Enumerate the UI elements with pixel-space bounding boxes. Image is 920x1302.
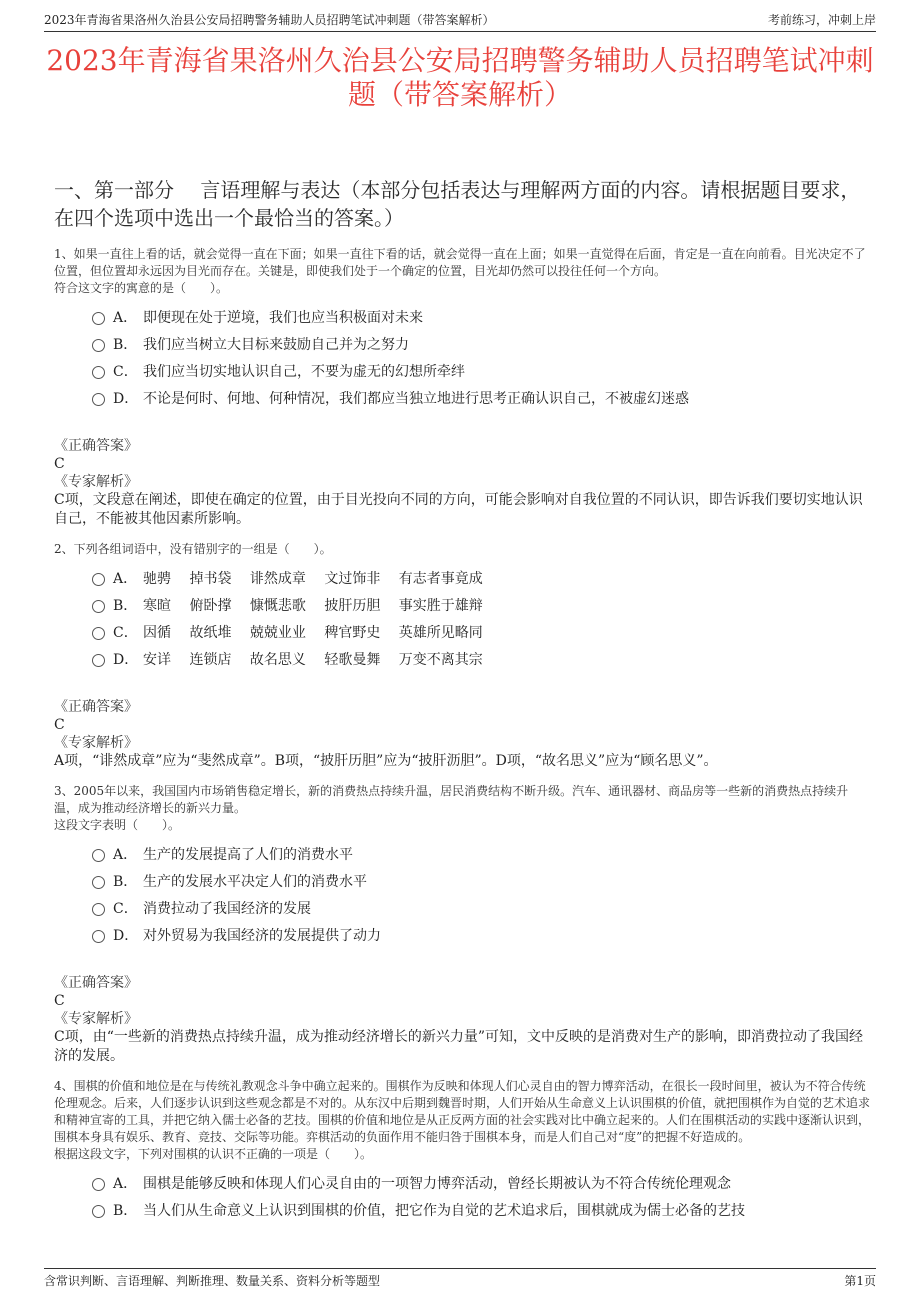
question-prompt: 这段文字表明（ ）。 bbox=[54, 818, 181, 832]
option-b[interactable] bbox=[92, 1196, 870, 1223]
radio-button-icon[interactable] bbox=[92, 366, 105, 379]
question-1 bbox=[54, 246, 870, 529]
radio-button-icon[interactable] bbox=[92, 930, 105, 943]
option-list bbox=[92, 1169, 870, 1223]
document-title: 2023年青海省果洛州久治县公安局招聘警务辅助人员招聘笔试冲刺题（带答案解析） bbox=[46, 44, 874, 111]
option-text: 当人们从生命意义上认识到围棋的价值，把它作为自觉的艺术追求后，围棋就成为儒士必备的艺技 bbox=[143, 1202, 745, 1219]
option-letter: C． bbox=[113, 363, 138, 380]
option-text: 围棋是能够反映和体现人们心灵自由的一项智力博弈活动，曾经长期被认为不符合传统伦理观念 bbox=[143, 1175, 731, 1192]
option-text: 驰骋 掉书袋 诽然成章 文过饰非 有志者事竟成 bbox=[143, 570, 483, 587]
radio-button-icon[interactable] bbox=[92, 573, 105, 586]
radio-button-icon[interactable] bbox=[92, 876, 105, 889]
option-letter: B． bbox=[113, 873, 138, 890]
answer-label: 《正确答案》 bbox=[54, 438, 138, 454]
option-d[interactable] bbox=[92, 645, 870, 672]
question-3 bbox=[54, 783, 870, 1066]
option-d[interactable] bbox=[92, 384, 870, 411]
option-letter: A． bbox=[113, 846, 138, 863]
radio-button-icon[interactable] bbox=[92, 1205, 105, 1218]
option-letter: D． bbox=[113, 927, 139, 944]
option-text: 寒暄 俯卧撑 慷慨悲歌 披肝历胆 事实胜于雄辩 bbox=[143, 597, 483, 614]
option-a[interactable] bbox=[92, 564, 870, 591]
question-stem: 4、围棋的价值和地位是在与传统礼教观念斗争中确立起来的。围棋作为反映和体现人们心灵自由的智力博弈活动，在很长一段时间里，被认为不符合传统伦理观念。后来，人们逐步认识到这些观念都是不对的。从东汉中后期到魏晋时期，人们开始从生命意义上认识围棋的价值，就把围棋作为自觉的艺术追求和精神宣寄的工具，并把它纳入儒士必备的艺技。围棋的价值和地位是从正反两方面的社会实践对比中确立起来的。人们在围棋活动的实践中逐渐认识到，围棋本身具有娱乐、教育、竞技、交际等功能。弈棋活动的负面作用不能归咎于围棋本身，而是人们自己对“度”的把握不好造成的。 bbox=[54, 1079, 871, 1144]
header-right-text: 考前练习，冲刺上岸 bbox=[767, 13, 876, 27]
radio-button-icon[interactable] bbox=[92, 312, 105, 325]
answer-block bbox=[54, 437, 870, 529]
question-stem: 2、下列各组词语中，没有错别字的一组是（ ）。 bbox=[54, 542, 332, 556]
answer-value: C bbox=[54, 456, 65, 472]
option-text: 生产的发展水平决定人们的消费水平 bbox=[143, 873, 367, 890]
option-b[interactable] bbox=[92, 867, 870, 894]
option-d[interactable] bbox=[92, 921, 870, 948]
header-left-text: 2023年青海省果洛州久治县公安局招聘警务辅助人员招聘笔试冲刺题（带答案解析） bbox=[44, 13, 495, 27]
question-stem: 1、如果一直往上看的话，就会觉得一直在下面；如果一直往下看的话，就会觉得一直在上面；如果一直觉得在后面，肯定是一直在向前看。目光决定不了位置，但位置却永远因为目光而存在。关键是，即使我们处于一个确定的位置，目光却仍然可以投往任何一个方向。 bbox=[54, 247, 866, 278]
radio-button-icon[interactable] bbox=[92, 627, 105, 640]
analysis-text: A项，“诽然成章”应为“斐然成章”。B项，“披肝历胆”应为“披肝沥胆”。D项，“故名思义”应为“顾名思义”。 bbox=[54, 753, 718, 769]
option-letter: B． bbox=[113, 597, 138, 614]
option-a[interactable] bbox=[92, 303, 870, 330]
page-header bbox=[44, 10, 876, 32]
option-letter: A． bbox=[113, 570, 138, 587]
option-c[interactable] bbox=[92, 894, 870, 921]
page-number: 第1页 bbox=[844, 1274, 876, 1288]
option-text: 生产的发展提高了人们的消费水平 bbox=[143, 846, 353, 863]
option-text: 消费拉动了我国经济的发展 bbox=[143, 900, 311, 917]
analysis-text: C项，由“一些新的消费热点持续升温，成为推动经济增长的新兴力量”可知，文中反映的是消费对生产的影响，即消费拉动了我国经济的发展。 bbox=[54, 1029, 864, 1064]
page-footer bbox=[44, 1268, 876, 1290]
radio-button-icon[interactable] bbox=[92, 1178, 105, 1191]
option-letter: D． bbox=[113, 390, 139, 407]
question-2 bbox=[54, 541, 870, 771]
answer-block bbox=[54, 974, 870, 1066]
analysis-label: 《专家解析》 bbox=[54, 1011, 138, 1027]
option-c[interactable] bbox=[92, 618, 870, 645]
question-4 bbox=[54, 1078, 870, 1223]
option-a[interactable] bbox=[92, 1169, 870, 1196]
option-c[interactable] bbox=[92, 357, 870, 384]
question-prompt: 根据这段文字，下列对围棋的认识不正确的一项是（ ）。 bbox=[54, 1147, 373, 1161]
option-text: 即便现在处于逆境，我们也应当积极面对未来 bbox=[143, 309, 423, 326]
option-text: 对外贸易为我国经济的发展提供了动力 bbox=[143, 927, 381, 944]
option-letter: C． bbox=[113, 624, 138, 641]
option-a[interactable] bbox=[92, 840, 870, 867]
question-prompt: 符合这文字的寓意的是（ ）。 bbox=[54, 281, 229, 295]
option-letter: A． bbox=[113, 1175, 138, 1192]
option-list bbox=[92, 840, 870, 948]
radio-button-icon[interactable] bbox=[92, 849, 105, 862]
option-text: 我们应当树立大目标来鼓励自己并为之努力 bbox=[143, 336, 409, 353]
option-letter: C． bbox=[113, 900, 138, 917]
section-title: 一、第一部分 言语理解与表达（本部分包括表达与理解两方面的内容。请根据题目要求，在四个选项中选出一个最恰当的答案。） bbox=[54, 178, 861, 230]
option-letter: D． bbox=[113, 651, 139, 668]
option-text: 我们应当切实地认识自己，不要为虚无的幻想所牵绊 bbox=[143, 363, 465, 380]
option-list bbox=[92, 564, 870, 672]
radio-button-icon[interactable] bbox=[92, 654, 105, 667]
analysis-label: 《专家解析》 bbox=[54, 735, 138, 751]
answer-value: C bbox=[54, 993, 65, 1009]
answer-label: 《正确答案》 bbox=[54, 699, 138, 715]
answer-label: 《正确答案》 bbox=[54, 975, 138, 991]
option-letter: A． bbox=[113, 309, 138, 326]
radio-button-icon[interactable] bbox=[92, 393, 105, 406]
option-letter: B． bbox=[113, 1202, 138, 1219]
answer-value: C bbox=[54, 717, 65, 733]
option-text: 不论是何时、何地、何种情况，我们都应当独立地进行思考正确认识自己，不被虚幻迷惑 bbox=[143, 390, 689, 407]
answer-block bbox=[54, 698, 870, 771]
question-list bbox=[54, 246, 870, 1223]
option-b[interactable] bbox=[92, 591, 870, 618]
option-letter: B． bbox=[113, 336, 138, 353]
option-text: 因循 故纸堆 兢兢业业 稗官野史 英雄所见略同 bbox=[143, 624, 483, 641]
question-stem: 3、2005年以来，我国国内市场销售稳定增长，新的消费热点持续升温，居民消费结构不断升级。汽车、通讯器材、商品房等一些新的消费热点持续升温，成为推动经济增长的新兴力量。 bbox=[54, 784, 849, 815]
analysis-text: C项，文段意在阐述，即使在确定的位置，由于目光投向不同的方向，可能会影响对自我位置的不同认识，即告诉我们要切实地认识自己，不能被其他因素所影响。 bbox=[54, 492, 863, 527]
option-list bbox=[92, 303, 870, 411]
footer-left-text: 含常识判断、言语理解、判断推理、数量关系、资料分析等题型 bbox=[44, 1274, 381, 1288]
option-text: 安详 连锁店 故名思义 轻歌曼舞 万变不离其宗 bbox=[143, 651, 483, 668]
analysis-label: 《专家解析》 bbox=[54, 474, 138, 490]
radio-button-icon[interactable] bbox=[92, 339, 105, 352]
radio-button-icon[interactable] bbox=[92, 903, 105, 916]
option-b[interactable] bbox=[92, 330, 870, 357]
radio-button-icon[interactable] bbox=[92, 600, 105, 613]
